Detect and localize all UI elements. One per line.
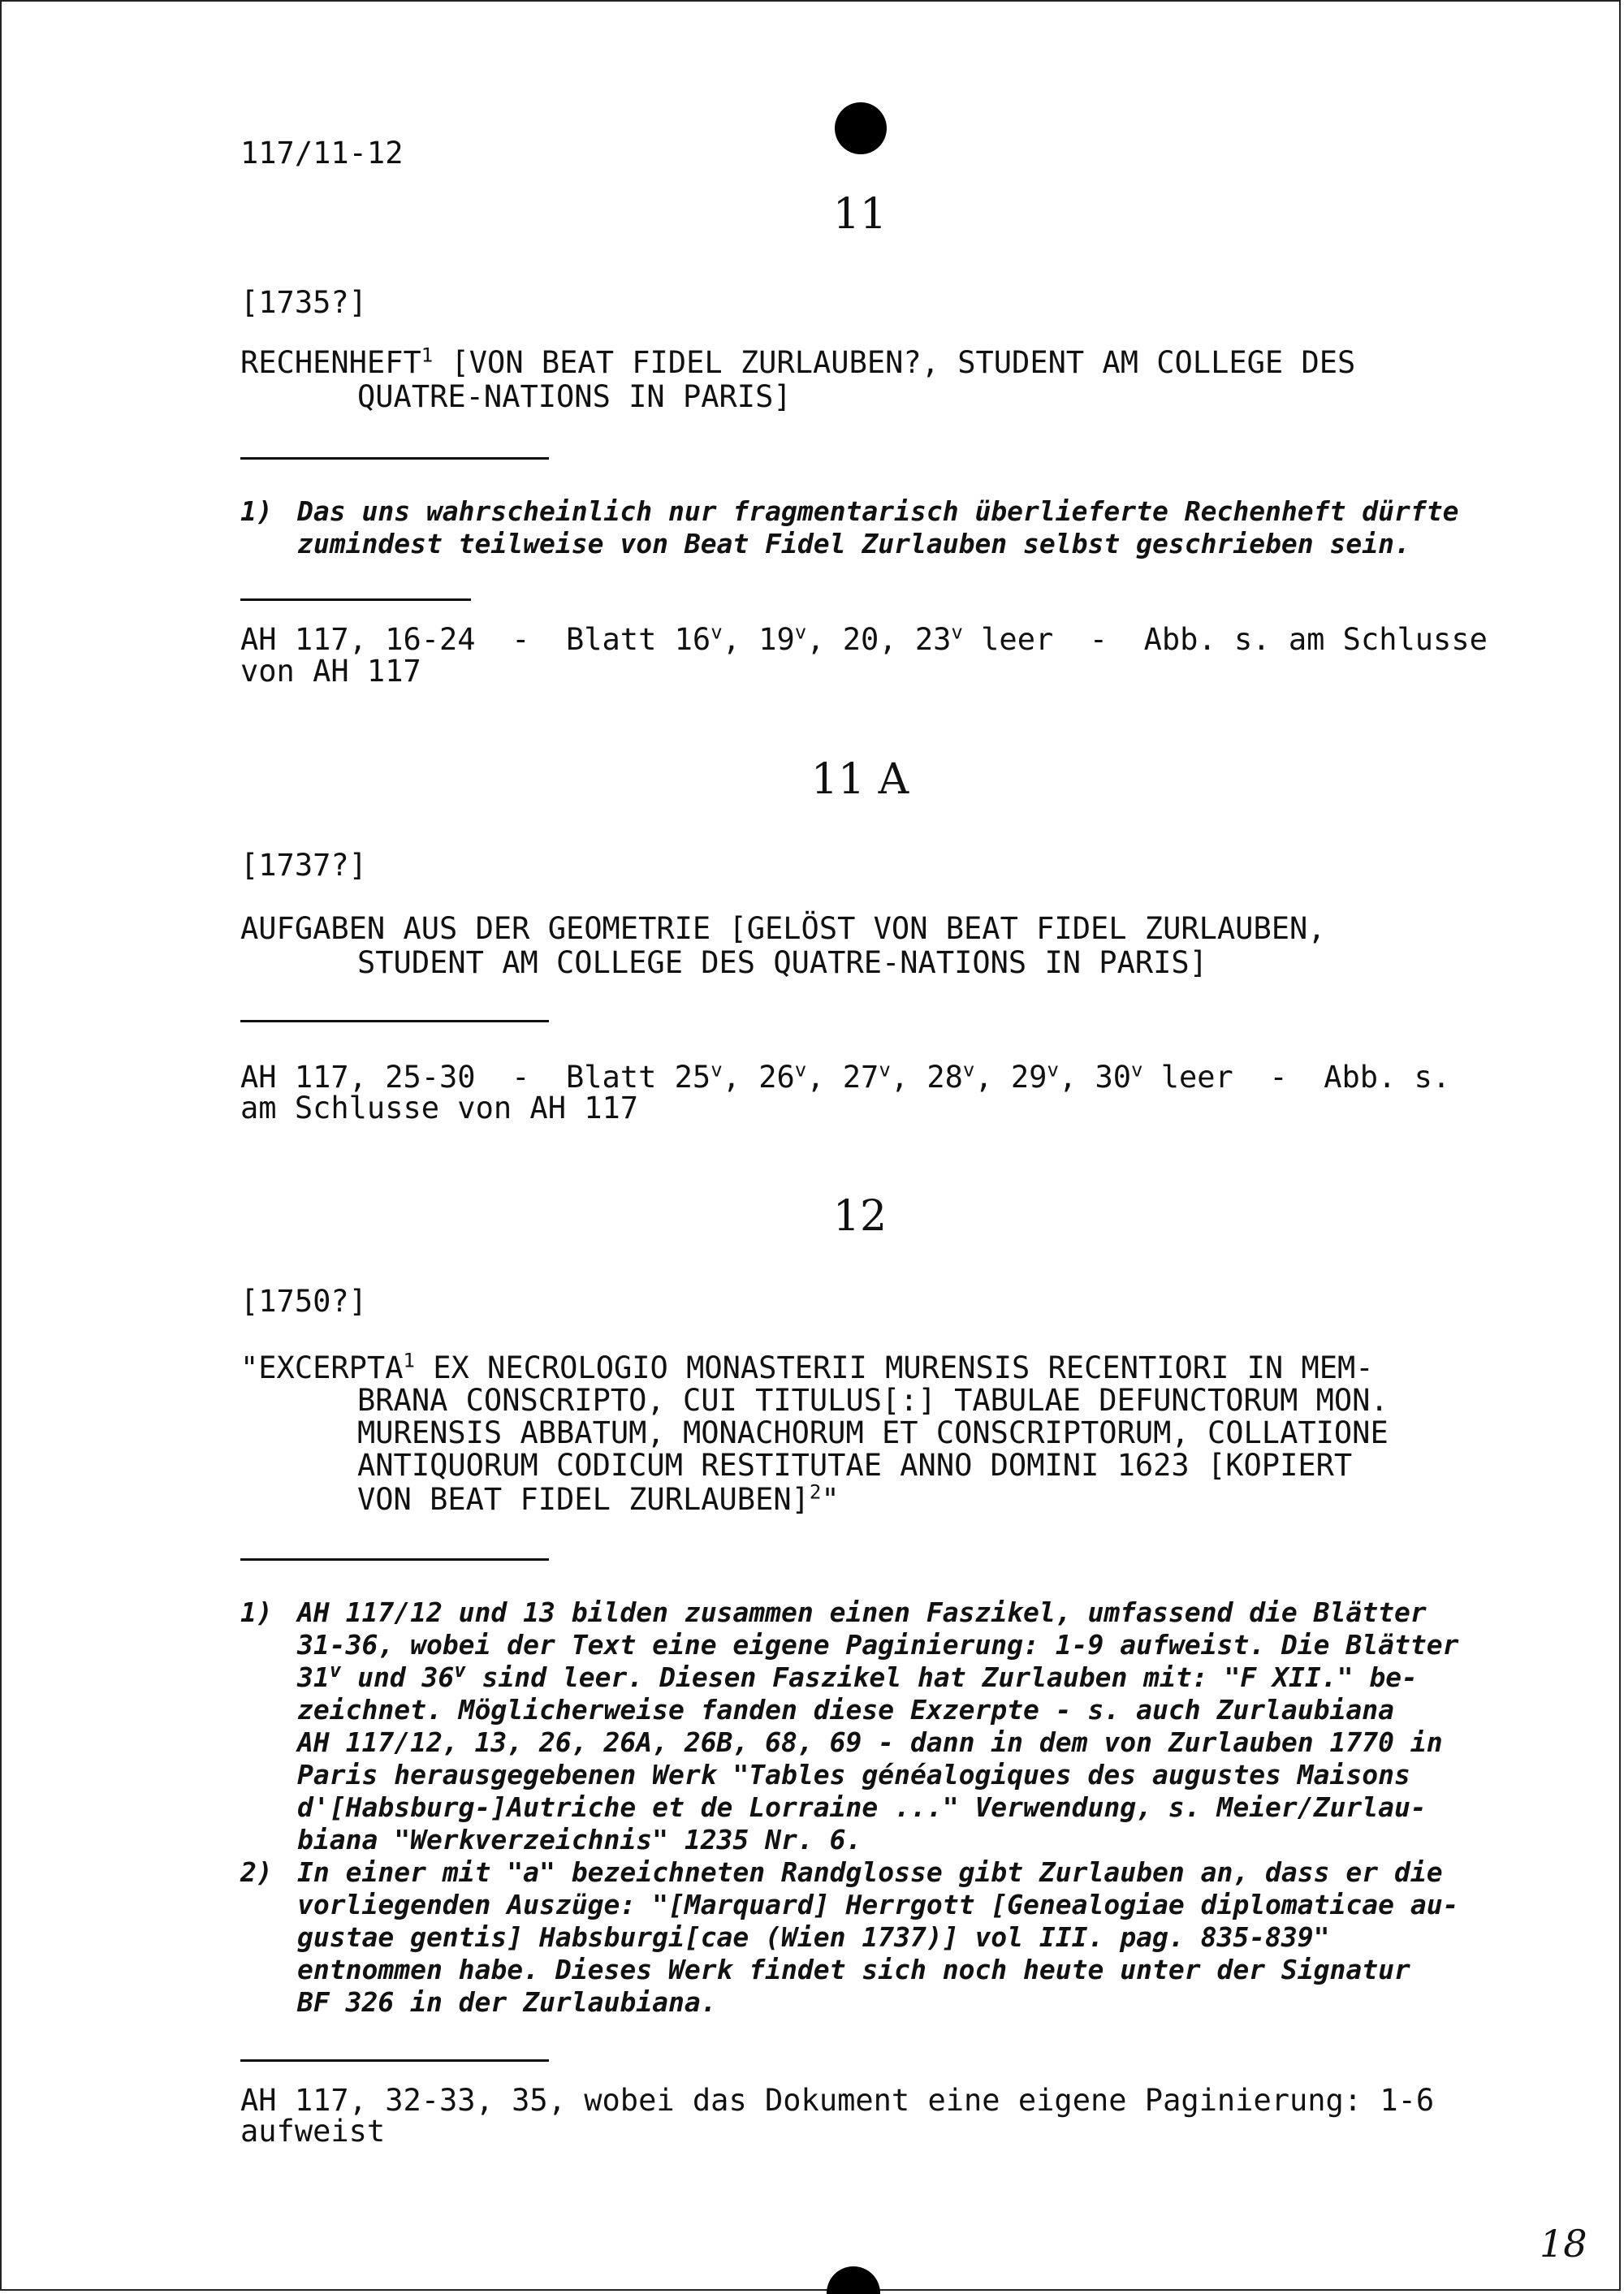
- entry-12-footnote-1-marker: 1): [240, 1596, 273, 1628]
- entry-12-heading: 12: [832, 1192, 888, 1241]
- entry-12-footnote-2-line: vorliegenden Auszüge: "[Marquard] Herrgott [Genealogiae diplomaticae au-: [297, 1889, 1459, 1920]
- entry-11a-title-line-1: AUFGABEN AUS DER GEOMETRIE [GELÖST VON BEAT FIDEL ZURLAUBEN,: [240, 911, 1326, 946]
- reference-divider: [240, 598, 471, 601]
- entry-12-footnote-1-line: 31$^v$ und 36$^v$ sind leer. Diesen Faszikel hat Zurlauben mit: "F XII." be-: [297, 1659, 1418, 1693]
- footnote-divider: [240, 1558, 549, 1561]
- entry-12-footnote-2-line: BF 326 in der Zurlaubiana.: [297, 1986, 717, 2018]
- entry-11a-reference-line-2: am Schlusse von AH 117: [240, 1091, 639, 1125]
- entry-12-footnote-1-line: AH 117/12 und 13 bilden zusammen einen Faszikel, umfassend die Blätter: [297, 1596, 1427, 1628]
- entry-12-title-line-2: BRANA CONSCRIPTO, CUI TITULUS[:] TABULAE DEFUNCTORUM MON.: [357, 1383, 1389, 1418]
- footnote-marker: 2: [809, 1480, 822, 1504]
- handwritten-folio-number: 18: [1540, 2222, 1587, 2266]
- reference-divider: [240, 2059, 549, 2062]
- entry-12-footnote-1-line: biana "Werkverzeichnis" 1235 Nr. 6.: [297, 1824, 862, 1856]
- entry-12-footnote-2-marker: 2): [240, 1856, 273, 1888]
- binding-hole-bottom: [827, 2266, 880, 2294]
- entry-12-footnote-1-line: d'[Habsburg-]Autriche et de Lorraine ..." Verwendung, s. Meier/Zurlau-: [297, 1791, 1427, 1823]
- entry-11-title-line-2: QUATRE-NATIONS IN PARIS]: [357, 379, 792, 414]
- entry-12-footnote-1-line: Paris herausgegebenen Werk "Tables généalogiques des augustes Maisons: [297, 1759, 1410, 1791]
- entry-11-reference-line-2: von AH 117: [240, 654, 421, 689]
- entry-12-title-line-5: VON BEAT FIDEL ZURLAUBEN]$^2$": [357, 1480, 840, 1517]
- entry-11-footnote-line-2: zumindest teilweise von Beat Fidel Zurlauben selbst geschrieben sein.: [297, 528, 1410, 559]
- entry-11a-title-line-2: STUDENT AM COLLEGE DES QUATRE-NATIONS IN PARIS]: [357, 945, 1207, 980]
- entry-11-date: [1735?]: [240, 285, 367, 320]
- entry-11-footnote-line-1: Das uns wahrscheinlich nur fragmentarisch überlieferte Rechenheft dürfte: [297, 495, 1459, 527]
- entry-11-reference-line-1: AH 117, 16-24 - Blatt 16$^v$, 19$^v$, 20, 23$^v$ leer - Abb. s. am Schlusse: [240, 620, 1488, 657]
- entry-12-title-line-4: ANTIQUORUM CODICUM RESTITUTAE ANNO DOMINI 1623 [KOPIERT: [357, 1448, 1353, 1483]
- reference-divider: [240, 1020, 549, 1022]
- entry-12-footnote-1-line: AH 117/12, 13, 26, 26A, 26B, 68, 69 - dann in dem von Zurlauben 1770 in: [297, 1726, 1443, 1758]
- entry-12-footnote-2-line: gustae gentis] Habsburgi[cae (Wien 1737)] vol III. pag. 835-839": [297, 1921, 1330, 1953]
- page-number-heading: 11: [832, 190, 888, 239]
- entry-11-title-line-1: RECHENHEFT$^1$ [VON BEAT FIDEL ZURLAUBEN?, STUDENT AM COLLEGE DES: [240, 343, 1356, 380]
- entry-12-footnote-1-line: 31-36, wobei der Text eine eigene Paginierung: 1-9 aufweist. Die Blätter: [297, 1629, 1459, 1661]
- entry-12-title-line-3: MURENSIS ABBATUM, MONACHORUM ET CONSCRIPTORUM, COLLATIONE: [357, 1415, 1389, 1450]
- entry-12-footnote-1-line: zeichnet. Möglicherweise fanden diese Exzerpte - s. auch Zurlaubiana: [297, 1694, 1395, 1726]
- entry-11a-reference-line-1: AH 117, 25-30 - Blatt 25$^v$, 26$^v$, 27$^v$, 28$^v$, 29$^v$, 30$^v$ leer - Abb. s.: [240, 1058, 1451, 1095]
- entry-11a-heading: 11 A: [810, 755, 909, 804]
- entry-12-footnote-2-line: In einer mit "a" bezeichneten Randglosse gibt Zurlauben an, dass er die: [297, 1856, 1443, 1888]
- document-reference: 117/11-12: [240, 136, 404, 171]
- entry-12-reference-line-2: aufweist: [240, 2114, 386, 2149]
- entry-12-reference-line-1: AH 117, 32-33, 35, wobei das Dokument eine eigene Paginierung: 1-6: [240, 2083, 1435, 2118]
- entry-12-date: [1750?]: [240, 1284, 367, 1319]
- entry-12-footnote-2-line: entnommen habe. Dieses Werk findet sich noch heute unter der Signatur: [297, 1954, 1410, 1985]
- entry-12-title-line-1: "EXCERPTA$^1$ EX NECROLOGIO MONASTERII MURENSIS RECENTIORI IN MEM-: [240, 1349, 1374, 1385]
- entry-11-footnote-marker: 1): [240, 495, 273, 527]
- binding-hole-top: [835, 102, 887, 154]
- footnote-marker: 1: [403, 1349, 415, 1372]
- footnote-marker: 1: [421, 343, 434, 367]
- entry-11a-date: [1737?]: [240, 848, 367, 883]
- footnote-divider: [240, 457, 549, 460]
